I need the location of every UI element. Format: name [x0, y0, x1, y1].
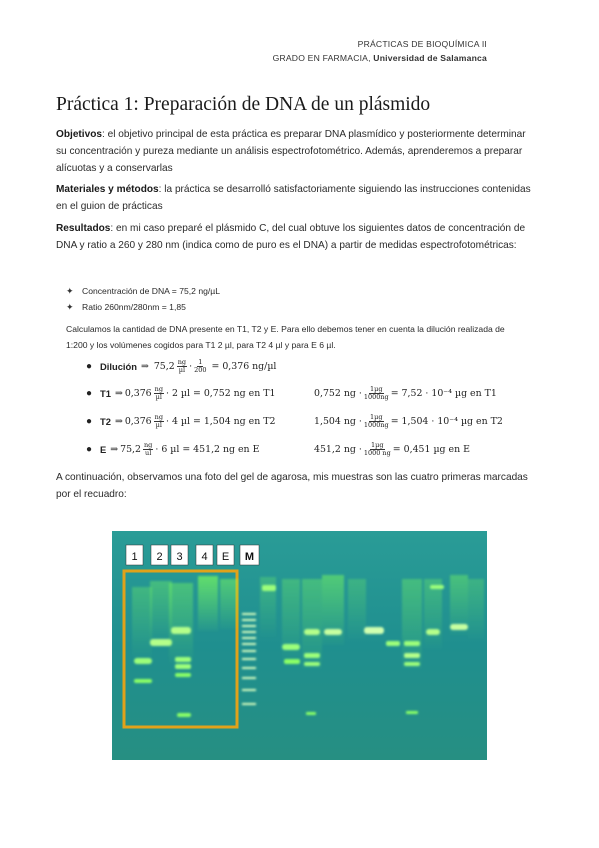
fraction: $\frac{\text{1µg}}{1000 ng}$	[363, 440, 391, 457]
results-list	[66, 283, 220, 315]
list-item: ✦ Ratio 260nm/280nm = 1,85	[66, 299, 220, 315]
objetivos-paragraph: Objetivos: el objetivo principal de esta práctica es preparar DNA plasmídico y posteriormente determinar su concentración y pureza mediante un análisis espectrofotométrico. Además, aprenderemos a preparar alícuotas y a conservarlas	[56, 129, 526, 174]
fraction: $\frac{1}{200}$	[194, 357, 207, 374]
bullet-icon: ●	[86, 415, 93, 427]
calc-t2-conversion: 1,504 ng · $\frac{\text{1µg}}{1000ng}$ = 1,504 · 10⁻⁴ µg en T2	[314, 412, 503, 429]
lane-label-2: 2	[156, 551, 163, 563]
calc-t2: ● T2 ⇒ 0,376 $\frac{ng}{\text{µl}}$ · 4 µl = 1,504 ng en T2	[86, 412, 276, 429]
fraction: $\frac{\text{1µg}}{1000ng}$	[363, 384, 389, 401]
lane-label-1: 1	[131, 551, 138, 563]
list-item: ✦ Concentración de DNA = 75,2 ng/µL	[66, 283, 220, 299]
bullet-icon: ●	[86, 360, 93, 372]
star-bullet-icon: ✦	[66, 286, 74, 296]
calc-e: ● E ⇒ 75,2 $\frac{ng}{ul}$ · 6 µl = 451,2 ng en E	[86, 440, 260, 457]
gel-image	[112, 531, 487, 760]
calc-intro: Calculamos la cantidad de DNA presente en T1, T2 y E. Para ello debemos tener en cuenta la dilución realizada de 1:200 y los volúmenes cogidos para T1 2 µl, para T2 4 µl y para E 6 µl.	[66, 324, 505, 350]
star-bullet-icon: ✦	[66, 302, 74, 312]
header-line1: PRÁCTICAS DE BIOQUÍMICA II	[357, 39, 487, 49]
fraction: $\frac{ng}{\text{µl}}$	[154, 384, 164, 401]
lane-label-e: E	[221, 551, 230, 563]
agarose-gel-photo	[112, 531, 487, 760]
fraction: $\frac{ng}{ul}$	[144, 440, 153, 457]
fraction: $\frac{ng}{\text{µl}}$	[177, 357, 187, 374]
header-line2: GRADO EN FARMACIA, Universidad de Salamanca	[272, 53, 487, 63]
gel-intro: A continuación, observamos una foto del gel de agarosa, mis muestras son las cuatro primeras marcadas por el recuadro:	[56, 472, 528, 500]
fraction: $\frac{\text{1µg}}{1000ng}$	[363, 412, 389, 429]
calc-e-conversion: 451,2 ng · $\frac{\text{1µg}}{1000 ng}$ = 0,451 µg en E	[314, 440, 470, 457]
bullet-icon: ●	[86, 387, 93, 399]
page-title: Práctica 1: Preparación de DNA de un plásmido	[56, 94, 431, 115]
bullet-icon: ●	[86, 443, 93, 455]
materiales-paragraph: Materiales y métodos: la práctica se desarrolló satisfactoriamente siguiendo las instrucciones contenidas en el guion de prácticas	[56, 184, 531, 212]
fraction: $\frac{ng}{\text{µl}}$	[154, 412, 164, 429]
page-header	[273, 37, 487, 65]
resultados-paragraph: Resultados: en mi caso preparé el plásmido C, del cual obtuve los siguientes datos de concentración de DNA y ratio a 260 y 280 nm (indica como de puro es el DNA) a partir de medidas espectrofotométricas:	[56, 223, 526, 251]
calc-t1: ● T1 ⇒ 0,376 $\frac{ng}{\text{µl}}$ · 2 µl = 0,752 ng en T1	[86, 384, 276, 401]
calc-dilucion: ● Dilución ⇒ 75,2 $\frac{ng}{\text{µl}}$ · $\frac{1}{200}$ = 0,376 ng/µl	[86, 357, 277, 374]
lane-label-m: M	[244, 551, 255, 563]
lane-label-3: 3	[176, 551, 183, 563]
lane-label-4: 4	[201, 551, 208, 563]
calc-t1-conversion: 0,752 ng · $\frac{\text{1µg}}{1000ng}$ = 7,52 · 10⁻⁴ µg en T1	[314, 384, 497, 401]
